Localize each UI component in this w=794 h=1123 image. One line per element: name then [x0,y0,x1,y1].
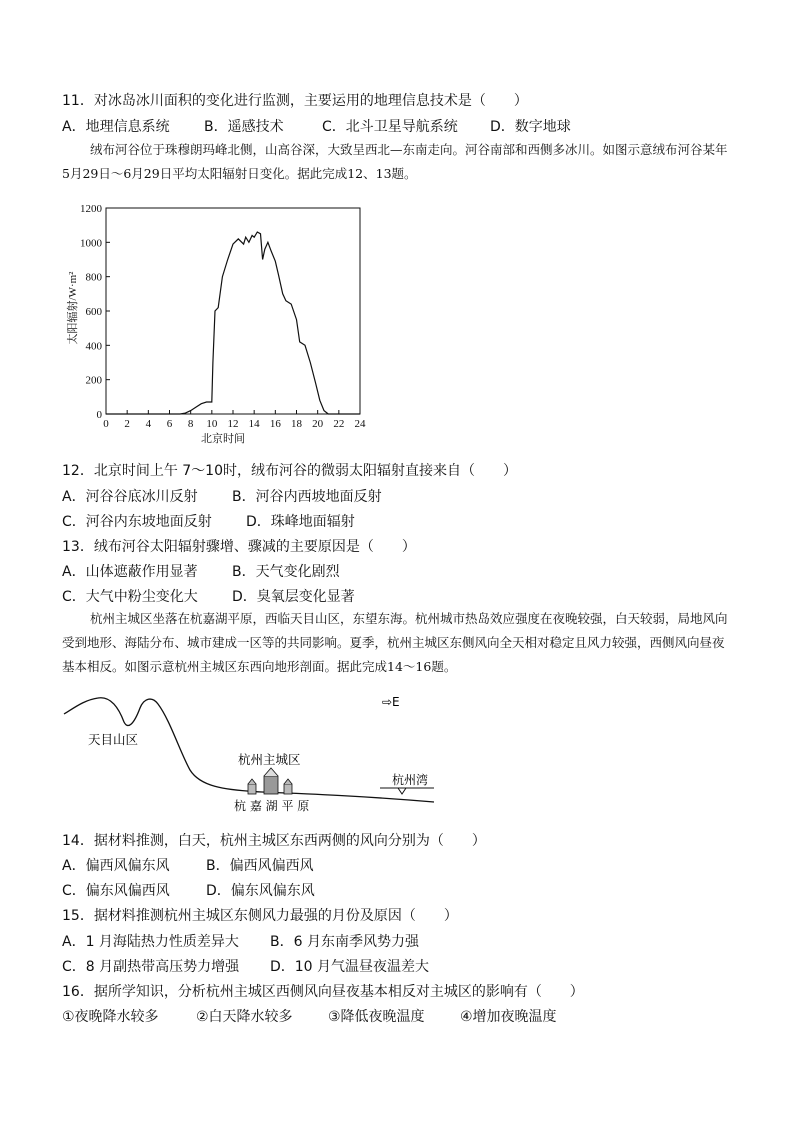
x-tick-label: 12 [227,418,239,430]
q14-stem: 14．据材料推测，白天，杭州主城区东西两侧的风向分别为（ ） [62,833,486,849]
q15-option-d: D．10 月气温昼夜温差大 [270,959,430,975]
y-tick-label: 800 [85,271,102,284]
radiation-series-line [106,232,360,414]
q16-stem: 16．据所学知识，分析杭州主城区西侧风向昼夜基本相反对主城区的影响有（ ） [62,984,584,1000]
q15-stem: 15．据材料推测杭州主城区东侧风力最强的月份及原因（ ） [62,908,458,924]
x-tick-label: 22 [333,418,345,430]
q12-option-c: C．河谷内东坡地面反射 [62,514,212,530]
q13-option-c: C．大气中粉尘变化大 [62,589,198,605]
solar-radiation-chart [62,198,372,450]
bay-label: 杭州湾 [392,773,429,787]
q12-option-b: B．河谷内西坡地面反射 [232,489,382,505]
chart-y-axis-label: 太阳辐射/W·m² [67,271,79,345]
q11-option-b: B．遥感技术 [204,119,284,135]
chart-x-axis-label: 北京时间 [201,433,245,445]
q13-option-d: D．臭氧层变化显著 [232,589,355,605]
q13-stem: 13．绒布河谷太阳辐射骤增、骤减的主要原因是（ ） [62,539,416,555]
y-tick-label: 0 [96,409,102,421]
x-tick-label: 14 [248,418,260,430]
q14-option-b: B．偏西风偏西风 [206,858,314,874]
q11-option-a: A．地理信息系统 [62,119,170,135]
q11-option-d: D．数字地球 [490,119,571,135]
q14-option-c: C．偏东风偏西风 [62,883,170,899]
q16-option-3: ③降低夜晚温度 [328,1009,425,1025]
east-direction-label: ⇨E [382,695,400,709]
q16-option-1: ①夜晚降水较多 [62,1009,159,1025]
material-hangzhou: 杭州主城区坐落在杭嘉湖平原，西临天目山区，东望东海。杭州城市热岛效应强度在夜晚较强，白天较弱，局地风向受到地形、海陆分布、城市建成一区等的共同影响。夏季，杭州主城区东侧风向全天相对稳定且风力较强，西侧风向昼夜基本相反。如图示意杭州主城区东西向地形剖面。据此完成14～16题。 [62,611,728,674]
q15-option-c: C．8 月副热带高压势力增强 [62,959,240,975]
x-tick-label: 18 [291,418,302,430]
q13-option-b: B．天气变化剧烈 [232,564,340,580]
x-tick-label: 24 [354,418,366,430]
mountain-label: 天目山区 [88,732,139,747]
q12-option-d: D．珠峰地面辐射 [246,514,355,530]
x-tick-label: 20 [312,418,324,430]
y-tick-label: 600 [85,306,102,318]
x-tick-label: 16 [269,418,281,430]
bay-marker-icon [398,788,406,794]
x-tick-label: 6 [166,418,173,430]
plain-label: 杭 嘉 湖 平 原 [234,799,310,813]
chart-plot-frame [106,208,360,414]
y-tick-label: 400 [85,340,102,353]
x-tick-label: 0 [103,418,109,430]
hangzhou-terrain-profile [62,690,442,820]
material-rongbu: 绒布河谷位于珠穆朗玛峰北侧，山高谷深，大致呈西北—东南走向。河谷南部和西侧多冰川。如图示意绒布河谷某年5月29日～6月29日平均太阳辐射日变化。据此完成12、13题。 [62,142,728,181]
city-label: 杭州主城区 [238,752,301,767]
x-tick-label: 4 [145,418,152,430]
q12-option-a: A．河谷谷底冰川反射 [62,489,198,505]
q14-option-d: D．偏东风偏东风 [206,883,315,899]
x-tick-label: 8 [187,418,194,430]
q16-option-4: ④增加夜晚温度 [460,1009,557,1025]
y-tick-label: 200 [85,374,102,387]
q14-option-a: A．偏西风偏东风 [62,858,170,874]
q15-option-a: A．1 月海陆热力性质差异大 [62,934,239,950]
x-tick-label: 2 [124,418,130,430]
q15-option-b: B．6 月东南季风势力强 [270,934,419,950]
q13-option-a: A．山体遮蔽作用显著 [62,564,198,580]
y-tick-label: 1200 [80,203,102,215]
x-tick-label: 10 [206,418,218,430]
q16-option-2: ②白天降水较多 [196,1009,293,1025]
q11-stem: 11．对冰岛冰川面积的变化进行监测，主要运用的地理信息技术是（ ） [62,93,528,109]
q12-stem: 12．北京时间上午 7～10时，绒布河谷的微弱太阳辐射直接来自（ ） [62,463,517,479]
q11-option-c: C．北斗卫星导航系统 [322,119,458,135]
y-tick-label: 1000 [80,237,102,250]
city-buildings-icon [248,768,292,794]
